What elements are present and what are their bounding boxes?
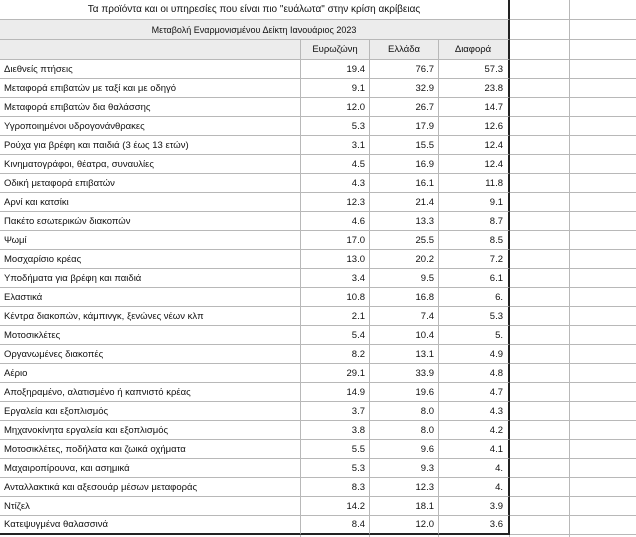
eurozone-value[interactable]: 13.0 [301,250,370,269]
row-label[interactable]: Ελαστικά [0,288,301,307]
empty-cell[interactable] [510,478,570,497]
empty-cell[interactable] [510,288,570,307]
row-label[interactable]: Ανταλλακτικά και αξεσουάρ μέσων μεταφοράς [0,478,301,497]
empty-cell[interactable] [570,326,636,345]
empty-cell[interactable] [510,269,570,288]
greece-value[interactable]: 9.6 [370,440,439,459]
row-label[interactable]: Αποξηραμένο, αλατισμένο ή καπνιστό κρέας [0,383,301,402]
row-label[interactable]: Ψωμί [0,231,301,250]
eurozone-value[interactable]: 3.1 [301,136,370,155]
eurozone-value[interactable]: 8.4 [301,516,370,535]
greece-value[interactable]: 32.9 [370,79,439,98]
empty-cell[interactable] [510,364,570,383]
eurozone-value[interactable]: 14.2 [301,497,370,516]
difference-value[interactable]: 14.7 [439,98,510,117]
eurozone-value[interactable]: 29.1 [301,364,370,383]
eurozone-value[interactable]: 4.5 [301,155,370,174]
greece-value[interactable]: 12.3 [370,478,439,497]
empty-cell[interactable] [570,0,636,20]
greece-value[interactable]: 13.1 [370,345,439,364]
row-label[interactable]: Κέντρα διακοπών, κάμπινγκ, ξενώνες νέων κλπ [0,307,301,326]
empty-cell[interactable] [510,326,570,345]
empty-cell[interactable] [570,459,636,478]
empty-cell[interactable] [570,345,636,364]
empty-cell[interactable] [510,79,570,98]
empty-cell[interactable] [570,20,636,40]
empty-cell[interactable] [570,98,636,117]
empty-cell[interactable] [510,20,570,40]
empty-cell[interactable] [510,0,570,20]
empty-cell[interactable] [570,212,636,231]
difference-value[interactable]: 12.4 [439,155,510,174]
eurozone-value[interactable]: 12.3 [301,193,370,212]
row-label[interactable]: Μεταφορά επιβατών με ταξί και με οδηγό [0,79,301,98]
empty-cell[interactable] [510,136,570,155]
eurozone-value[interactable]: 17.0 [301,231,370,250]
empty-cell[interactable] [510,117,570,136]
table-title[interactable]: Τα προϊόντα και οι υπηρεσίες που είναι πιο "ευάλωτα" στην κρίση ακρίβειας [0,0,510,20]
difference-value[interactable]: 7.2 [439,250,510,269]
row-label[interactable]: Ντίζελ [0,497,301,516]
empty-cell[interactable] [570,155,636,174]
difference-value[interactable]: 6. [439,288,510,307]
empty-cell[interactable] [570,383,636,402]
difference-value[interactable]: 4.3 [439,402,510,421]
empty-cell[interactable] [570,174,636,193]
greece-value[interactable]: 16.8 [370,288,439,307]
row-label[interactable]: Αρνί και κατσίκι [0,193,301,212]
row-label[interactable]: Ρούχα για βρέφη και παιδιά (3 έως 13 ετών) [0,136,301,155]
eurozone-value[interactable]: 4.6 [301,212,370,231]
empty-cell[interactable] [510,98,570,117]
empty-cell[interactable] [570,440,636,459]
greece-value[interactable]: 16.9 [370,155,439,174]
row-label[interactable]: Υγροποιημένοι υδρογονάνθρακες [0,117,301,136]
empty-cell[interactable] [570,497,636,516]
greece-value[interactable]: 19.6 [370,383,439,402]
greece-value[interactable]: 25.5 [370,231,439,250]
empty-cell[interactable] [570,307,636,326]
row-label[interactable]: Οδική μεταφορά επιβατών [0,174,301,193]
difference-value[interactable]: 12.6 [439,117,510,136]
greece-value[interactable]: 7.4 [370,307,439,326]
row-label[interactable]: Εργαλεία και εξοπλισμός [0,402,301,421]
eurozone-value[interactable]: 8.3 [301,478,370,497]
row-label[interactable]: Υποδήματα για βρέφη και παιδιά [0,269,301,288]
empty-cell[interactable] [570,231,636,250]
empty-cell[interactable] [570,117,636,136]
empty-cell[interactable] [510,212,570,231]
greece-value[interactable]: 13.3 [370,212,439,231]
empty-cell[interactable] [510,193,570,212]
greece-value[interactable]: 33.9 [370,364,439,383]
eurozone-value[interactable]: 4.3 [301,174,370,193]
difference-value[interactable]: 11.8 [439,174,510,193]
eurozone-value[interactable]: 3.8 [301,421,370,440]
table-subtitle[interactable]: Μεταβολή Εναρμονισμένου Δείκτη Ιανουάριος 2023 [0,20,510,40]
difference-value[interactable]: 4.7 [439,383,510,402]
empty-cell[interactable] [570,516,636,535]
row-label[interactable]: Μηχανοκίνητα εργαλεία και εξοπλισμός [0,421,301,440]
greece-value[interactable]: 8.0 [370,402,439,421]
row-label[interactable]: Μοτοσικλέτες [0,326,301,345]
difference-value[interactable]: 5.3 [439,307,510,326]
greece-value[interactable]: 12.0 [370,516,439,535]
difference-value[interactable]: 23.8 [439,79,510,98]
difference-value[interactable]: 8.5 [439,231,510,250]
empty-cell[interactable] [510,459,570,478]
empty-cell[interactable] [510,421,570,440]
greece-value[interactable]: 18.1 [370,497,439,516]
empty-cell[interactable] [570,40,636,60]
difference-value[interactable]: 4.8 [439,364,510,383]
difference-value[interactable]: 4.9 [439,345,510,364]
eurozone-value[interactable]: 5.4 [301,326,370,345]
empty-cell[interactable] [570,288,636,307]
greece-value[interactable]: 16.1 [370,174,439,193]
empty-cell[interactable] [510,440,570,459]
greece-value[interactable]: 26.7 [370,98,439,117]
empty-cell[interactable] [510,60,570,79]
empty-cell[interactable] [510,155,570,174]
empty-cell[interactable] [570,364,636,383]
difference-value[interactable]: 57.3 [439,60,510,79]
row-label[interactable]: Οργανωμένες διακοπές [0,345,301,364]
greece-value[interactable]: 10.4 [370,326,439,345]
empty-cell[interactable] [510,402,570,421]
eurozone-value[interactable]: 14.9 [301,383,370,402]
eurozone-value[interactable]: 9.1 [301,79,370,98]
eurozone-value[interactable]: 3.7 [301,402,370,421]
eurozone-value[interactable]: 5.3 [301,117,370,136]
greece-value[interactable]: 9.5 [370,269,439,288]
greece-value[interactable]: 20.2 [370,250,439,269]
row-label[interactable]: Κατεψυγμένα θαλασσινά [0,516,301,535]
header-label-cell[interactable] [0,40,301,60]
eurozone-value[interactable]: 8.2 [301,345,370,364]
header-greece[interactable]: Ελλάδα [370,40,439,60]
greece-value[interactable]: 21.4 [370,193,439,212]
empty-cell[interactable] [570,60,636,79]
header-eurozone[interactable]: Ευρωζώνη [301,40,370,60]
row-label[interactable]: Μοσχαρίσιο κρέας [0,250,301,269]
empty-cell[interactable] [570,136,636,155]
greece-value[interactable]: 8.0 [370,421,439,440]
row-label[interactable]: Κινηματογράφοι, θέατρα, συναυλίες [0,155,301,174]
eurozone-value[interactable]: 5.5 [301,440,370,459]
empty-cell[interactable] [510,383,570,402]
difference-value[interactable]: 4. [439,478,510,497]
empty-cell[interactable] [510,516,570,535]
eurozone-value[interactable]: 19.4 [301,60,370,79]
difference-value[interactable]: 9.1 [439,193,510,212]
difference-value[interactable]: 4.1 [439,440,510,459]
greece-value[interactable]: 17.9 [370,117,439,136]
difference-value[interactable]: 8.7 [439,212,510,231]
empty-cell[interactable] [510,174,570,193]
difference-value[interactable]: 3.9 [439,497,510,516]
empty-cell[interactable] [510,345,570,364]
greece-value[interactable]: 76.7 [370,60,439,79]
row-label[interactable]: Πακέτο εσωτερικών διακοπών [0,212,301,231]
eurozone-value[interactable]: 5.3 [301,459,370,478]
empty-cell[interactable] [570,402,636,421]
empty-cell[interactable] [570,421,636,440]
greece-value[interactable]: 9.3 [370,459,439,478]
difference-value[interactable]: 4. [439,459,510,478]
eurozone-value[interactable]: 3.4 [301,269,370,288]
difference-value[interactable]: 12.4 [439,136,510,155]
row-label[interactable]: Μεταφορά επιβατών δια θαλάσσης [0,98,301,117]
greece-value[interactable]: 15.5 [370,136,439,155]
empty-cell[interactable] [570,269,636,288]
empty-cell[interactable] [510,307,570,326]
header-difference[interactable]: Διαφορά [439,40,510,60]
row-label[interactable]: Μαχαιροπίρουνα, και ασημικά [0,459,301,478]
row-label[interactable]: Αέριο [0,364,301,383]
empty-cell[interactable] [510,250,570,269]
empty-cell[interactable] [570,79,636,98]
row-label[interactable]: Μοτοσικλέτες, ποδήλατα και ζωικά οχήματα [0,440,301,459]
empty-cell[interactable] [570,478,636,497]
eurozone-value[interactable]: 10.8 [301,288,370,307]
difference-value[interactable]: 3.6 [439,516,510,535]
eurozone-value[interactable]: 12.0 [301,98,370,117]
difference-value[interactable]: 4.2 [439,421,510,440]
empty-cell[interactable] [510,231,570,250]
difference-value[interactable]: 5. [439,326,510,345]
empty-cell[interactable] [510,497,570,516]
empty-cell[interactable] [570,250,636,269]
difference-value[interactable]: 6.1 [439,269,510,288]
empty-cell[interactable] [570,193,636,212]
row-label[interactable]: Διεθνείς πτήσεις [0,60,301,79]
eurozone-value[interactable]: 2.1 [301,307,370,326]
empty-cell[interactable] [510,40,570,60]
